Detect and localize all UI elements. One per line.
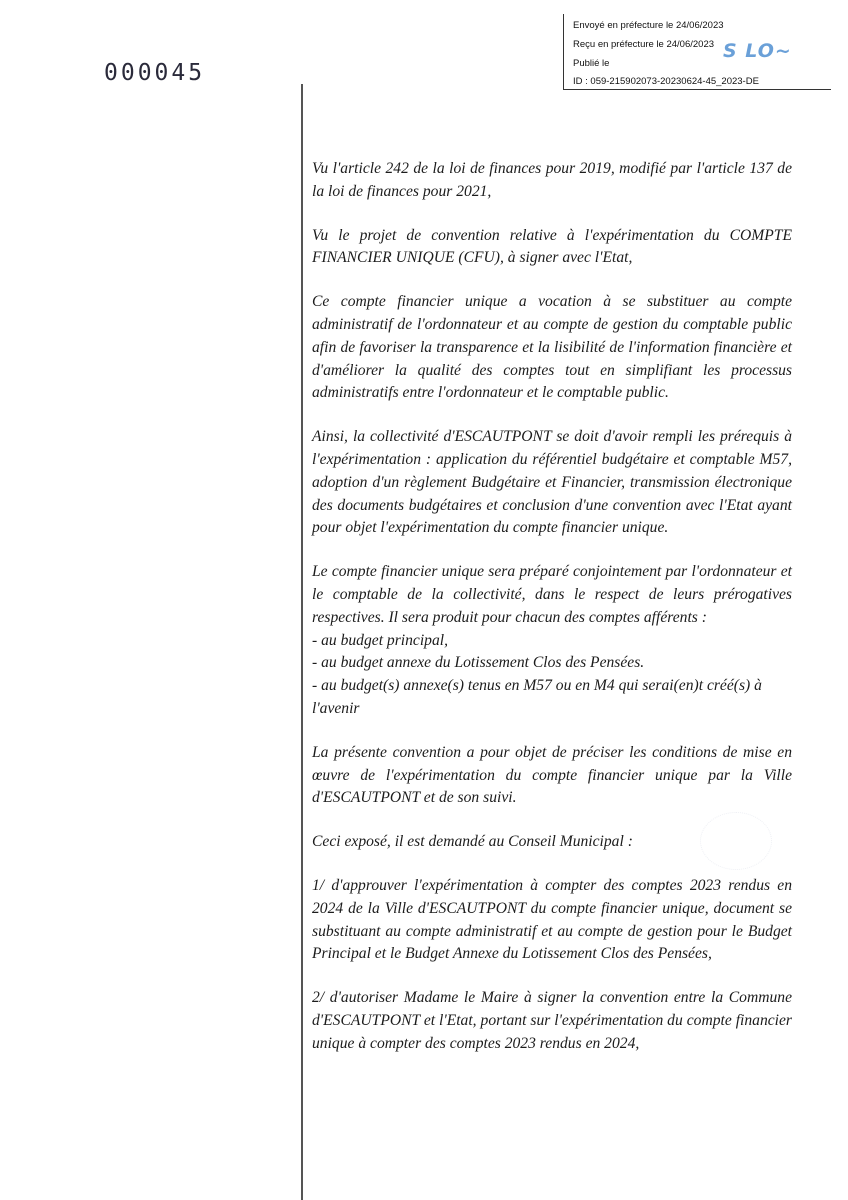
paragraph-objet-convention: La présente convention a pour objet de préciser les conditions de mise en œuvre de l'expérimentation du compte financier unique par la Ville d'ESCAUTPONT et de son suivi. — [312, 743, 792, 807]
document-body — [312, 158, 792, 1077]
margin-line — [301, 84, 303, 1200]
list-item: - au budget(s) annexe(s) tenus en M57 ou en M4 qui serai(en)t créé(s) à l'avenir — [312, 677, 762, 717]
paragraph-projet-convention: Vu le projet de convention relative à l'expérimentation du COMPTE FINANCIER UNIQUE (CFU), à signer avec l'Etat, — [312, 226, 792, 267]
list-item: - au budget principal, — [312, 631, 448, 649]
paragraph-loi-finances: Vu l'article 242 de la loi de finances pour 2019, modifié par l'article 137 de la loi de finances pour 2021, — [312, 160, 792, 200]
handwritten-signature: S LO~ — [723, 40, 792, 62]
stamp-border-bottom — [563, 89, 831, 90]
paragraph-prerequis: Ainsi, la collectivité d'ESCAUTPONT se doit d'avoir rempli les prérequis à l'expérimentation : application du référentiel budgétaire et comptable M57, adoption d'un règlement Budgétaire et Financier, transmission électronique des documents budgétaires et conclusion d'une convention avec l'Etat ayant pour objet l'expérimentation du compte financier unique. — [312, 428, 792, 537]
stamp-id: ID : 059-215902073-20230624-45_2023-DE — [573, 76, 759, 87]
paragraph-autorisation: 2/ d'autoriser Madame le Maire à signer la convention entre la Commune d'ESCAUTPONT et l'Etat, portant sur l'expérimentation du compte financier unique à compter des comptes 2023 rendus en 2024, — [312, 989, 792, 1052]
paragraph-preparation: Le compte financier unique sera préparé conjointement par l'ordonnateur et le comptable de la collectivité, dans le respect de leurs prérogatives respectives. Il sera produit pour chacun des comptes afférents : — [312, 563, 792, 626]
stamp-received-date: Reçu en préfecture le 24/06/2023 — [573, 39, 715, 50]
stamp-published: Publié le — [573, 58, 610, 69]
prefecture-stamp — [563, 14, 831, 90]
stamp-border-left — [563, 14, 564, 90]
budget-list — [312, 630, 792, 721]
paragraph-ceci-expose: Ceci exposé, il est demandé au Conseil Municipal : — [312, 833, 633, 851]
stamp-sent-date: Envoyé en préfecture le 24/06/2023 — [573, 20, 724, 31]
list-item: - au budget annexe du Lotissement Clos des Pensées. — [312, 654, 645, 672]
paragraph-approbation: 1/ d'approuver l'expérimentation à compter des comptes 2023 rendus en 2024 de la Ville d'ESCAUTPONT du compte financier unique, document se substituant au compte administratif et au compte de gestion pour le Budget Principal et le Budget Annexe du Lotissement Clos des Pensées, — [312, 876, 792, 963]
paragraph-vocation-cfu: Ce compte financier unique a vocation à se substituer au compte administratif de l'ordonnateur et au compte de gestion du comptable public afin de favoriser la transparence et la lisibilité de l'information financière et d'améliorer la qualité des comptes tout en simplifiant les processus administratifs entre l'ordonnateur et le comptable public. — [312, 293, 792, 402]
page-number: 000045 — [104, 60, 206, 86]
